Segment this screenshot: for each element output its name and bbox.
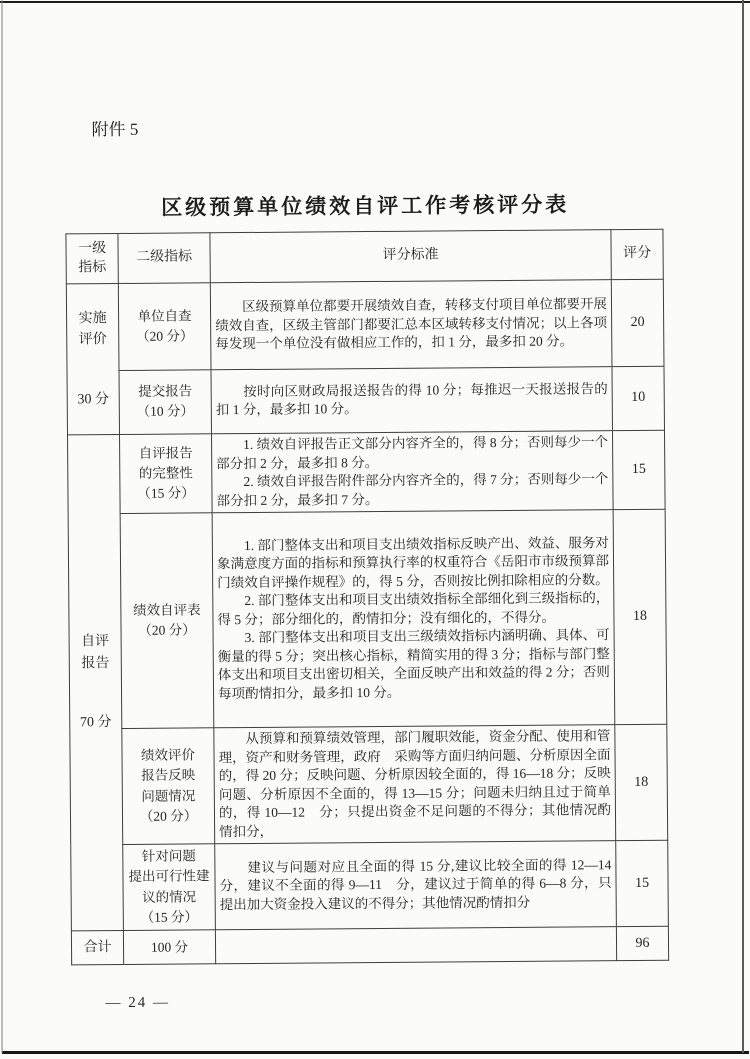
score-cell: 15 [612,430,665,509]
score-cell: 18 [615,724,668,840]
indicator-cell: 提交报告 （10 分） [119,369,212,434]
indicator-cell: 针对问题 提出可行性建 议的情况 （15 分） [123,844,216,931]
total-label-cell: 合计 [71,931,123,965]
level1-name: 实施 评价 [78,310,107,348]
criteria-cell: 按时向区财政局报送报告的得 10 分；每推迟一天报送报告的扣 1 分，最多扣 10 分。 [211,366,612,434]
total-criteria-cell [215,927,616,964]
level1-name: 自评 报告 [81,634,110,672]
criteria-cell: 从预算和预算绩效管理，部门履职效能，资金分配、使用和管理，资产和财务管理，政府 采购等方面归纳问题、分析原因全面的，得 20 分；反映问题、分析原因较全面的，得 16—18 分；反映问题、分析原因不全面的，得 13—15 分；问题未归纳且过于简单的，得 10—12 分；只提出资金不足问题的不得分；其他情况酌情扣分， [214,725,616,844]
header-level1-indicator: 一级 指标 [66,234,118,284]
score-cell: 18 [613,509,667,724]
page-number: — 24 — [105,994,171,1012]
table-row [67,366,664,435]
table-row [70,724,668,845]
criteria-cell: 1. 绩效自评报告正文部分内容齐全的，得 8 分；否则每少一个部分扣 2 分，最多扣 8 分。 2. 绩效自评报告附件部分内容齐全的，得 7 分；否则每少一个部分扣 2 分，最多扣 7 分。 [212,431,614,513]
level1-cell-implementation [66,284,119,436]
indicator-cell: 自评报告 的完整性 （15 分） [120,434,213,514]
level1-points: 30 分 [77,391,110,408]
header-score: 评分 [611,229,663,279]
score-cell: 10 [612,366,665,431]
criteria-cell: 1. 部门整体支出和项目支出绩效指标反映产出、效益、服务对象满意度方面的指标和预算执行率的权重符合《岳阳市市级预算部门绩效自评操作规程》的，得 5 分，否则按比例扣除相应的分数。 2. 部门整体支出和项目支出绩效指标全部细化到三级指标的，得 5 分；部分细化的，酌情扣分；没有细化的，不得分。 3. 部门整体支出和项目支出三级绩效指标内涵明确、具体、可衡量的得 5 分；突出核心指标，精简实用的得 3 分；指标与部门整体支出和项目支出密切相关，全面反映产出和效益的得 2 分；否则每项酌情扣分，最多扣 10 分。 [212,510,615,728]
indicator-cell: 绩效评价 报告反映 问题情况 （20 分） [122,728,215,845]
indicator-cell: 单位自查 （20 分） [118,283,211,370]
scoring-table [65,229,669,966]
level1-points: 70 分 [79,715,112,731]
total-score-cell: 96 [616,926,668,960]
level1-cell-self-report [68,435,124,931]
criteria-cell: 建议与问题对应且全面的得 15 分,建议比较全面的得 12—14 分，建议不全面的得 9—11 分，建议过于简单的得 6—8 分，只提出加大资金投入建议的不得分；其他情况酌情扣分 [215,841,617,930]
table-row [68,509,667,729]
score-cell: 20 [611,279,664,366]
total-points-cell: 100 分 [123,930,215,965]
attachment-label: 附件 5 [91,119,139,140]
criteria-cell: 区级预算单位都要开展绩效自查，转移支付项目单位都要开展绩效自查，区级主管部门都要汇总本区域转移支付情况；以上各项每发现一个单位没有做相应工作的，扣 1 分，最多扣 20 分。 [210,280,612,370]
indicator-cell: 绩效自评表 （20 分） [120,513,214,729]
table-row [71,840,669,931]
table-row [66,279,664,370]
header-level2-indicator: 二级指标 [118,233,210,284]
page-title: 区级预算单位绩效自评工作考核评分表 [161,192,570,220]
table-header-row [66,229,663,284]
header-criteria: 评分标准 [210,230,611,283]
table-total-row [71,926,668,965]
score-cell: 15 [616,840,669,926]
table-row [68,430,666,514]
